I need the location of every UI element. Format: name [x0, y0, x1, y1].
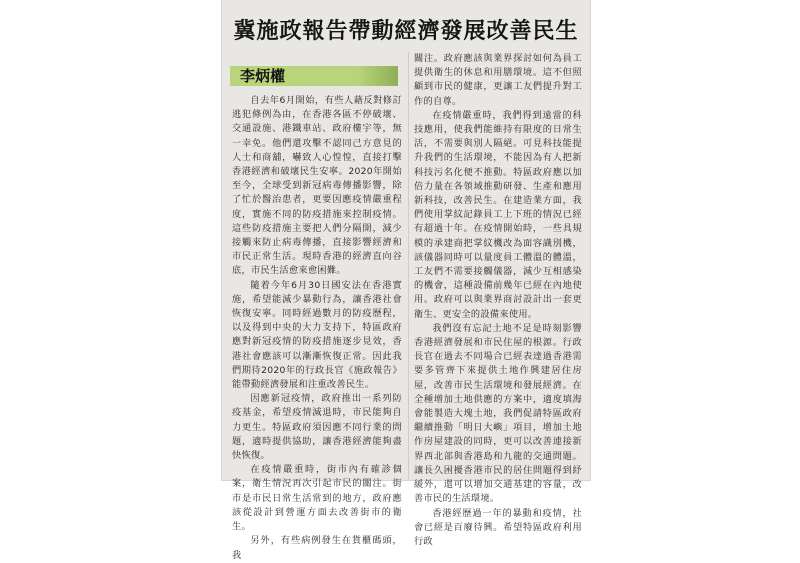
paragraph: 因應新冠疫情，政府推出一系列防疫基金，希望疫情減退時，市民能夠自力更生。特區政府須因應不同行業的問題，適時提供協助，讓香港經濟能夠盡快恢復。 [232, 393, 402, 462]
column-divider [408, 52, 409, 480]
author-bar-shade [358, 66, 398, 86]
paragraph: 我們沒有忘記土地不足是時刻影響香港經濟發展和市民住屋的根源。行政長官在過去不同場合已經表達過香港需要多管齊下來提供土地作興建居住房屋，改善市民生活環境和發展經濟。在全種增加土地供應的方案中，適度填海會能製造大塊土地，我們促請特區政府繼續推動「明日大嶼」項目，增加土地作房屋建設的同時，更可以改善連接新界西北部與香港島和九龍的交通問題。讓長久困擾香港市民的居住問題得到紓緩外，還可以增加交通基建的容量，改善市民的生活環境。 [414, 322, 582, 505]
paragraph: 隨着今年6月30日國安法在香港實施，希望能減少暴動行為，讓香港社會恢復安寧。同時經過數月的防疫歷程，以及得到中央的大力支持下，特區政府應對新冠疫情的防疫措施逐步見效，香港社會應該可以漸漸恢復正常。因此我們期待2020年的行政長官《施政報告》能帶動經濟發展和注重改善民生。 [232, 279, 402, 391]
paragraph: 關注。政府應該與業界探討如何為員工提供衛生的休息和用膳環境。這不但照顧到市民的健康，更讓工友們提升對工作的自尊。 [414, 53, 582, 107]
article-column-left [232, 94, 402, 563]
paragraph: 在疫情嚴重時，街市內有確診個案，衛生情況再次引起市民的關注。街市是市民日常生活常到的地方，政府應該從設計到營運方面去改善街市的衛生。 [232, 464, 402, 533]
headline: 冀施政報告帶動經濟發展改善民生 [233, 18, 579, 44]
paragraph: 自去年6月開始，有些人藉反對修訂逃犯條例為由，在香港各區不停破壞、交通設施、港鐵車站、政府樓宇等，無一幸免。他們還攻擊不認同己方意見的人士和商舖，嚇致人心惶惶，直接打擊香港經濟和破壞民生安寧。2020年開始至今，全球受到新冠病毒傳播影響，除了忙於醫治患者，更要因應疫情嚴重程度，實施不同的防疫措施來控制疫情。這些防疫措施主要把人們分隔開，減少接觸來防止病毒傳播，直接影響經濟和市民正常生活。現時香港的經濟直向谷底，市民生活愈來愈困難。 [232, 95, 402, 277]
author-name: 李炳權 [240, 67, 286, 85]
paragraph: 另外，有些病例發生在貨櫃碼頭，我 [232, 535, 402, 561]
paragraph: 在疫情嚴重時，我們得到遠當的科技應用，使我們能維持有限度的日常生活，不需要與別人隔絕。可見科技能提升我們的生活環境，不能因為有人把新科技污名化便不推動。特區政府應以加倍力量在各領域推動研發、生產和應用新科技，改善民生。在建造業方面，我們使用掌紋記錄員工上下班的情況已經有超過十年。在疫情開始時，一些具規模的承建商把掌紋機改為面容識別機，該儀器同時可以量度員工體溫的體溫，工友們不需要接觸儀器，減少互相感染的機會，這種設備前幾年已經在內地使用。政府可以與業界商討設計出一套更衛生、更安全的設備來使用。 [414, 109, 582, 320]
newspaper-clipping [222, 0, 590, 561]
paragraph: 香港經歷過一年的暴動和疫情，社會已經是百廢待興。希望特區政府利用行政 [414, 507, 582, 547]
article-column-right [414, 52, 582, 549]
